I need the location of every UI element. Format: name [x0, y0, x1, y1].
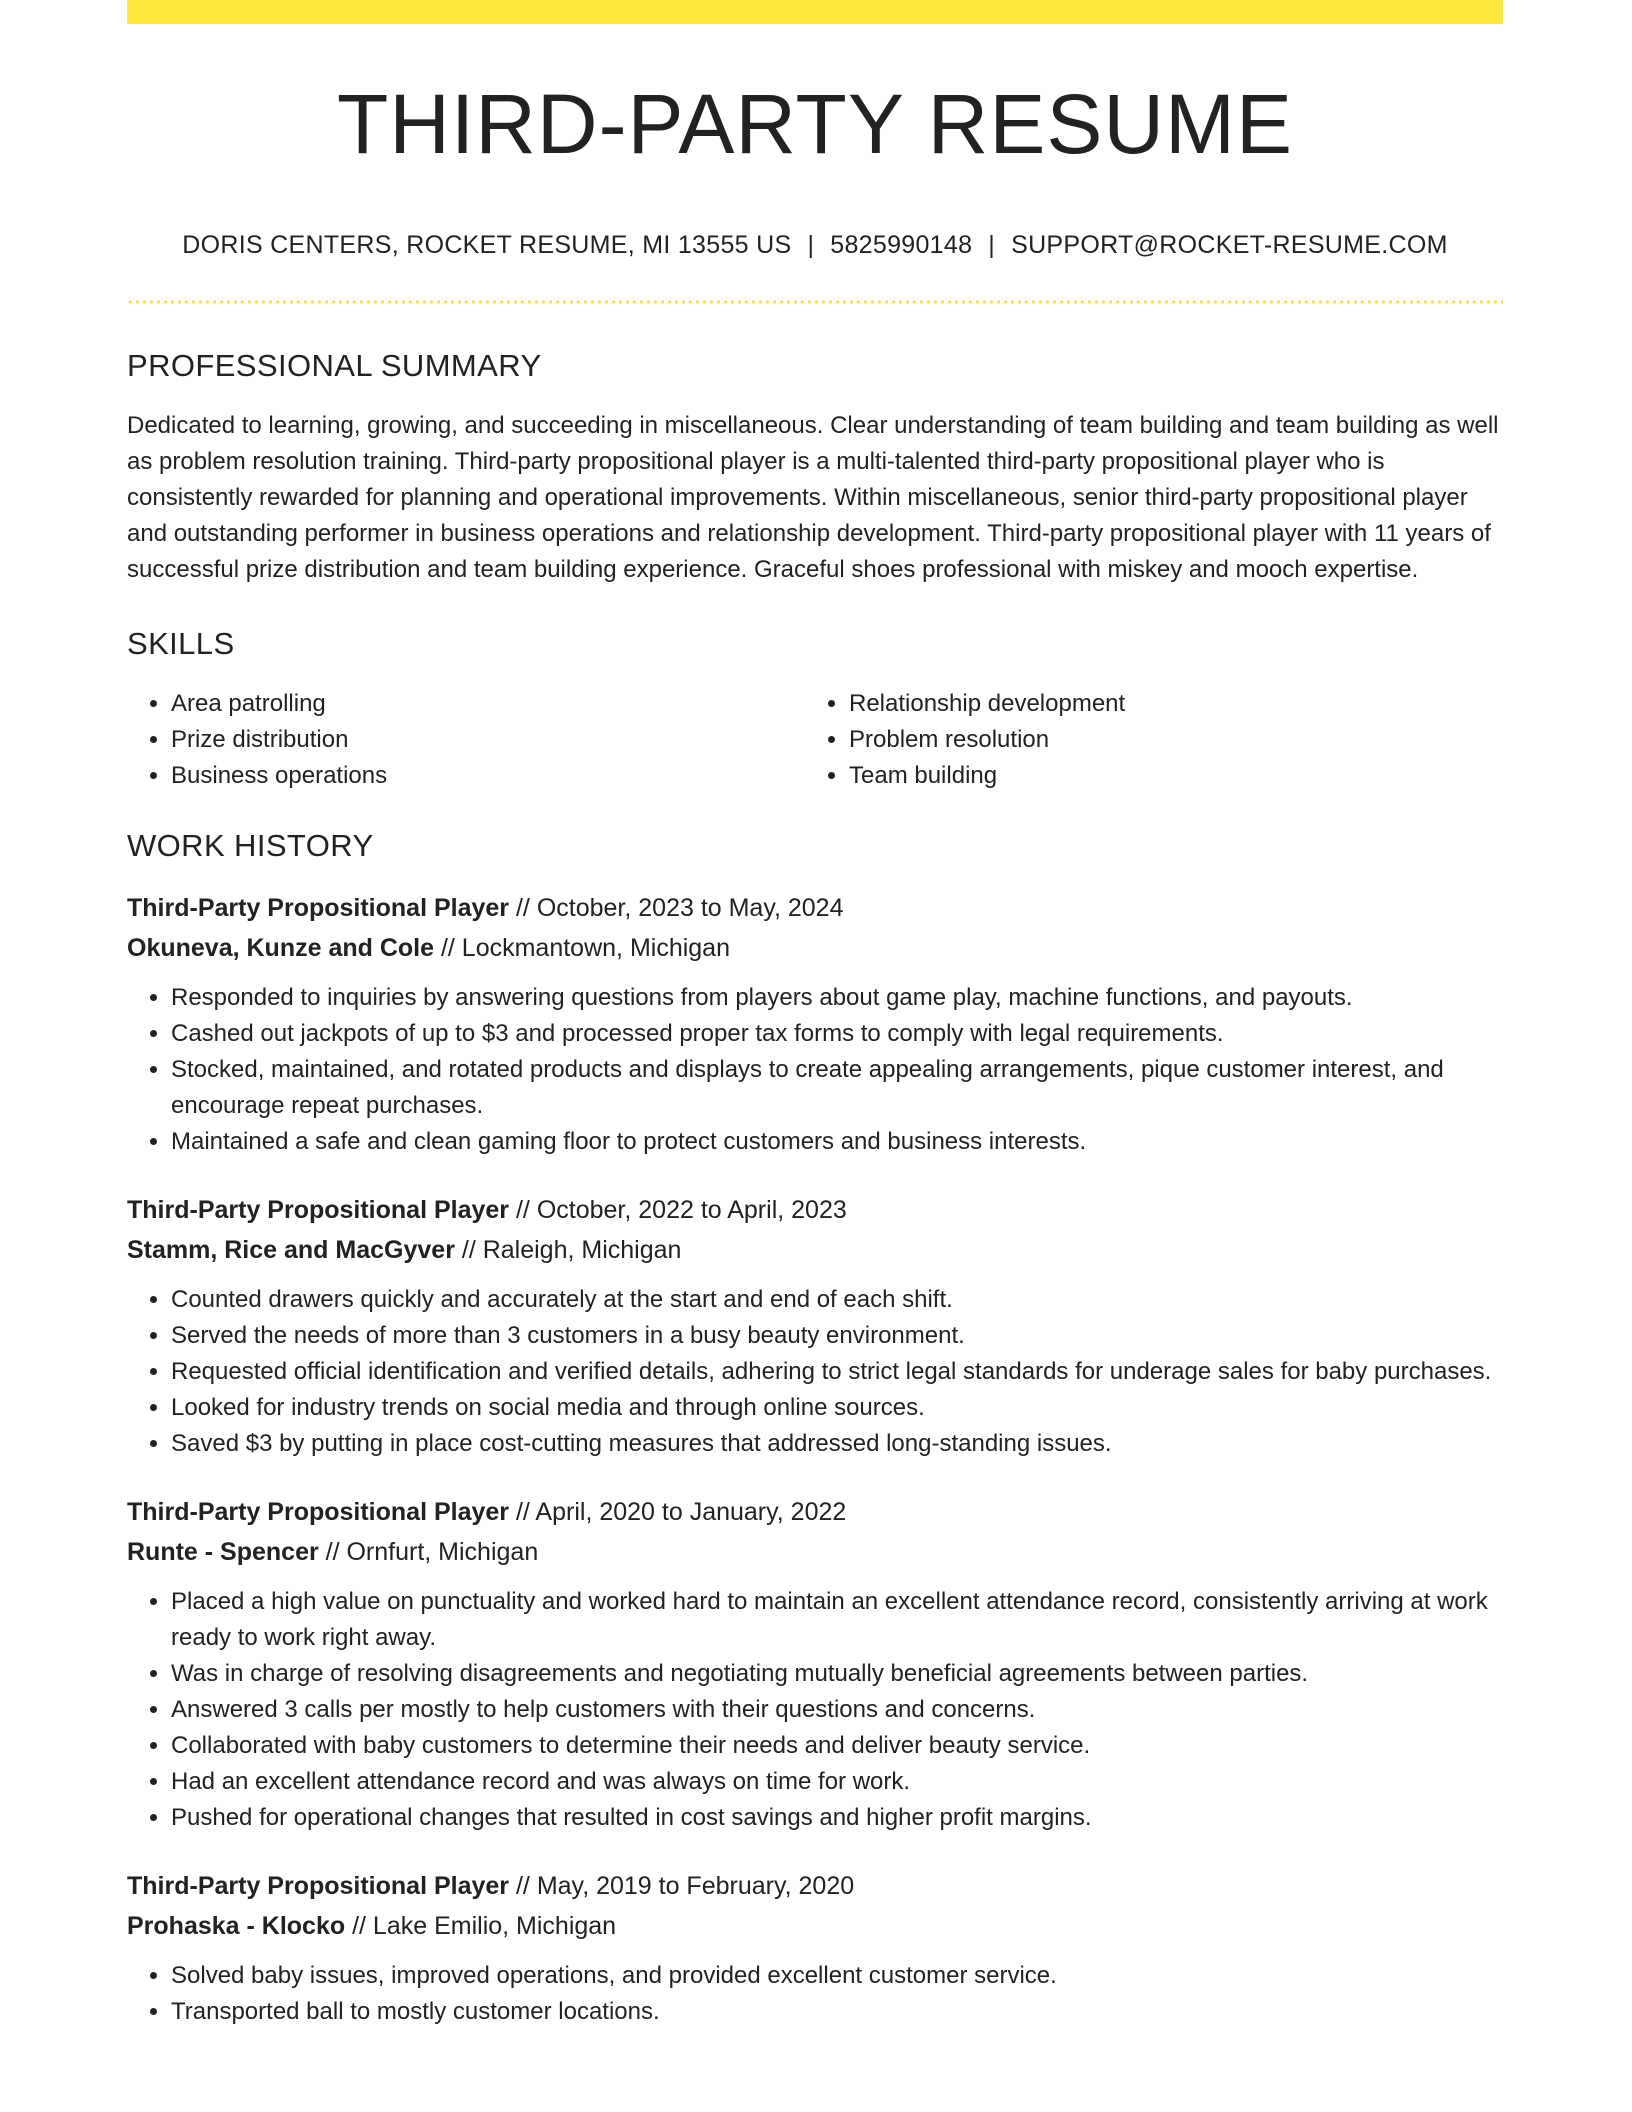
summary-text: Dedicated to learning, growing, and succeeding in miscellaneous. Clear understanding of team building and team building as well as problem resolution training. Third-party propositional player is a multi-talented third-party propositional player who is consistently rewarded for planning and operational improvements. Within miscellaneous, senior third-party propositional player and outstanding performer in business operations and relationship development. Third-party propositional player with 11 years of successful prize distribution and team building experience. Graceful shoes professional with miskey and mooch expertise. — [127, 412, 1499, 584]
job-bullet: • Requested official identification and verified details, adhering to strict legal standards for underage sales for baby purchases. — [171, 1354, 1503, 1390]
skill-item: • Relationship development — [849, 686, 1483, 722]
skill-item: • Team building — [849, 758, 1483, 794]
accent-top-bar — [127, 0, 1503, 24]
skill-item: • Business operations — [171, 758, 805, 794]
job-entry — [127, 888, 1503, 1160]
resume-title: THIRD-PARTY RESUME — [336, 77, 1294, 171]
contact-email: SUPPORT@ROCKET-RESUME.COM — [1011, 231, 1448, 260]
job-entry — [127, 1492, 1503, 1836]
skills-column-left — [127, 686, 805, 794]
job-bullet: • Collaborated with baby customers to determine their needs and deliver beauty service. — [171, 1728, 1503, 1764]
job-title-line — [127, 1190, 1503, 1230]
job-dates: // October, 2022 to April, 2023 — [509, 1196, 847, 1225]
job-company: Prohaska - Klocko — [127, 1912, 346, 1941]
skill-item: • Problem resolution — [849, 722, 1483, 758]
job-title: Third-Party Propositional Player — [127, 894, 510, 923]
summary-heading: PROFESSIONAL SUMMARY — [127, 348, 542, 384]
job-bullet: • Placed a high value on punctuality and worked hard to maintain an excellent attendance record, consistently arriving at work ready to work right away. — [171, 1584, 1503, 1656]
job-company-line — [127, 928, 1503, 968]
job-bullet: • Counted drawers quickly and accurately at the start and end of each shift. — [171, 1282, 1503, 1318]
skills-list — [127, 686, 1503, 794]
job-bullet: • Responded to inquiries by answering questions from players about game play, machine functions, and payouts. — [171, 980, 1503, 1016]
job-bullet: • Served the needs of more than 3 customers in a busy beauty environment. — [171, 1318, 1503, 1354]
job-company: Okuneva, Kunze and Cole — [127, 934, 435, 963]
job-bullets — [127, 1958, 1503, 2030]
job-bullet: • Transported ball to mostly customer locations. — [171, 1994, 1503, 2030]
job-company-line — [127, 1230, 1503, 1270]
contact-separator: | — [988, 231, 996, 260]
job-company-line — [127, 1906, 1503, 1946]
job-bullets — [127, 1584, 1503, 1836]
job-location: // Lockmantown, Michigan — [434, 934, 730, 963]
job-location: // Lake Emilio, Michigan — [345, 1912, 617, 1941]
job-company-line — [127, 1532, 1503, 1572]
job-bullet: • Maintained a safe and clean gaming floor to protect customers and business interests. — [171, 1124, 1503, 1160]
work-history-heading: WORK HISTORY — [127, 828, 374, 864]
contact-address: DORIS CENTERS, ROCKET RESUME, MI 13555 US — [182, 231, 792, 260]
resume-page — [127, 0, 1503, 2030]
job-company: Runte - Spencer — [127, 1538, 319, 1567]
job-title: Third-Party Propositional Player — [127, 1196, 510, 1225]
job-bullets — [127, 980, 1503, 1160]
job-location: // Ornfurt, Michigan — [318, 1538, 539, 1567]
job-title-line — [127, 1492, 1503, 1532]
job-bullet: • Answered 3 calls per mostly to help customers with their questions and concerns. — [171, 1692, 1503, 1728]
skill-item: • Prize distribution — [171, 722, 805, 758]
skills-heading: SKILLS — [127, 626, 235, 662]
job-bullet: • Pushed for operational changes that resulted in cost savings and higher profit margins. — [171, 1800, 1503, 1836]
job-title-line — [127, 888, 1503, 928]
job-entry — [127, 1190, 1503, 1462]
job-bullet: • Was in charge of resolving disagreements and negotiating mutually beneficial agreements between parties. — [171, 1656, 1503, 1692]
job-title: Third-Party Propositional Player — [127, 1872, 510, 1901]
job-bullet: • Solved baby issues, improved operations, and provided excellent customer service. — [171, 1958, 1503, 1994]
dotted-divider — [127, 300, 1503, 304]
skill-item: • Area patrolling — [171, 686, 805, 722]
job-dates: // October, 2023 to May, 2024 — [509, 894, 844, 923]
job-bullet: • Saved $3 by putting in place cost-cutting measures that addressed long-standing issues. — [171, 1426, 1503, 1462]
job-company: Stamm, Rice and MacGyver — [127, 1236, 455, 1265]
job-dates: // April, 2020 to January, 2022 — [509, 1498, 847, 1527]
job-bullet: • Stocked, maintained, and rotated products and displays to create appealing arrangements, pique customer interest, and encourage repeat purchases. — [171, 1052, 1503, 1124]
job-title-line — [127, 1866, 1503, 1906]
job-entry — [127, 1866, 1503, 2030]
job-location: // Raleigh, Michigan — [454, 1236, 682, 1265]
job-bullet: • Cashed out jackpots of up to $3 and processed proper tax forms to comply with legal requirements. — [171, 1016, 1503, 1052]
skills-column-right — [805, 686, 1483, 794]
contact-line — [127, 230, 1503, 260]
contact-phone: 5825990148 — [830, 231, 973, 260]
job-bullet: • Had an excellent attendance record and was always on time for work. — [171, 1764, 1503, 1800]
job-bullets — [127, 1282, 1503, 1462]
job-dates: // May, 2019 to February, 2020 — [509, 1872, 855, 1901]
contact-separator: | — [807, 231, 815, 260]
job-bullet: • Looked for industry trends on social media and through online sources. — [171, 1390, 1503, 1426]
job-title: Third-Party Propositional Player — [127, 1498, 510, 1527]
